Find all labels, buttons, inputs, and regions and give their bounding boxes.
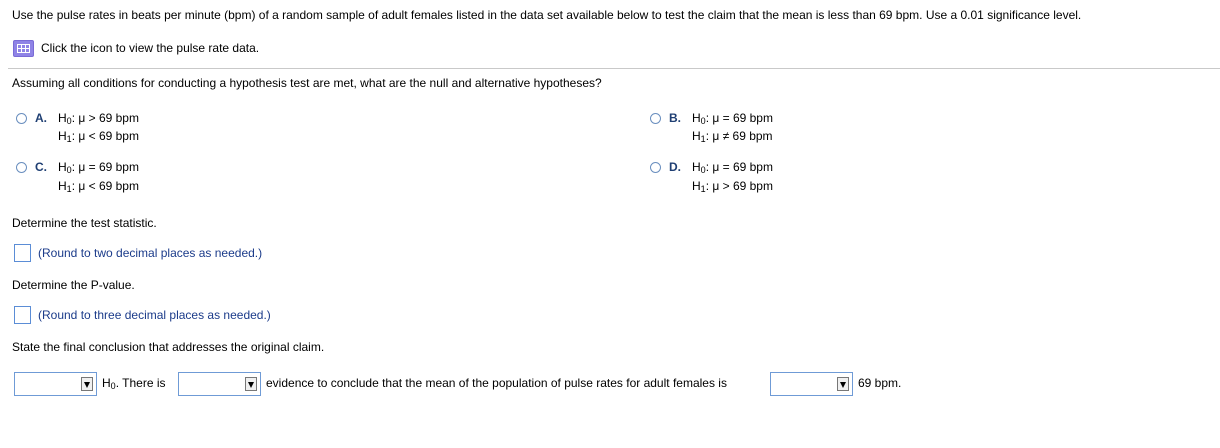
test-statistic-input[interactable] bbox=[14, 244, 31, 262]
chevron-down-icon[interactable] bbox=[245, 377, 257, 391]
test-statistic-hint: (Round to two decimal places as needed.) bbox=[38, 246, 263, 260]
option-c-radio[interactable] bbox=[16, 162, 27, 173]
option-d-radio[interactable] bbox=[650, 162, 661, 173]
conclusion-middle-text: evidence to conclude that the mean of the population of pulse rates for adult females is bbox=[266, 376, 727, 390]
option-a-h1: $H_1$: μ < 69 bpm bbox=[58, 129, 139, 144]
option-d-h1: $H_1$: μ > 69 bpm bbox=[692, 179, 773, 194]
comparison-select[interactable] bbox=[770, 372, 853, 396]
option-a-letter: A. bbox=[35, 111, 47, 125]
option-b-letter: B. bbox=[669, 111, 681, 125]
option-c-h0: $H_0$: μ = 69 bpm bbox=[58, 160, 139, 175]
conclusion-h0-text: $H_0$. There is bbox=[102, 376, 166, 391]
option-b-radio[interactable] bbox=[650, 113, 661, 124]
conclusion-prompt: State the final conclusion that addresses the original claim. bbox=[12, 340, 325, 354]
option-d-letter: D. bbox=[669, 160, 681, 174]
option-d-h0: $H_0$: μ = 69 bpm bbox=[692, 160, 773, 175]
option-b-h1: $H_1$: μ ≠ 69 bpm bbox=[692, 129, 773, 144]
option-a-h0: $H_0$: μ > 69 bpm bbox=[58, 111, 139, 126]
view-data-link[interactable]: Click the icon to view the pulse rate data. bbox=[41, 41, 260, 55]
p-value-hint: (Round to three decimal places as needed.) bbox=[38, 308, 271, 322]
p-value-prompt: Determine the P-value. bbox=[12, 278, 135, 292]
reject-decision-select[interactable] bbox=[14, 372, 97, 396]
option-c-letter: C. bbox=[35, 160, 47, 174]
conclusion-end-text: 69 bpm. bbox=[858, 376, 902, 390]
evidence-select[interactable] bbox=[178, 372, 261, 396]
test-statistic-prompt: Determine the test statistic. bbox=[12, 216, 157, 230]
data-table-icon[interactable] bbox=[13, 40, 34, 57]
option-b-h0: $H_0$: μ = 69 bpm bbox=[692, 111, 773, 126]
option-c-h1: $H_1$: μ < 69 bpm bbox=[58, 179, 139, 194]
chevron-down-icon[interactable] bbox=[81, 377, 93, 391]
problem-statement: Use the pulse rates in beats per minute (bpm) of a random sample of adult females listed in the data set available below to test the claim that the mean is less than 69 bpm. Use a 0.01 significance level. bbox=[12, 8, 1082, 22]
chevron-down-icon[interactable] bbox=[837, 377, 849, 391]
hypotheses-prompt: Assuming all conditions for conducting a hypothesis test are met, what are the null and alternative hypotheses? bbox=[12, 76, 602, 90]
option-a-radio[interactable] bbox=[16, 113, 27, 124]
section-divider bbox=[8, 68, 1220, 69]
p-value-input[interactable] bbox=[14, 306, 31, 324]
